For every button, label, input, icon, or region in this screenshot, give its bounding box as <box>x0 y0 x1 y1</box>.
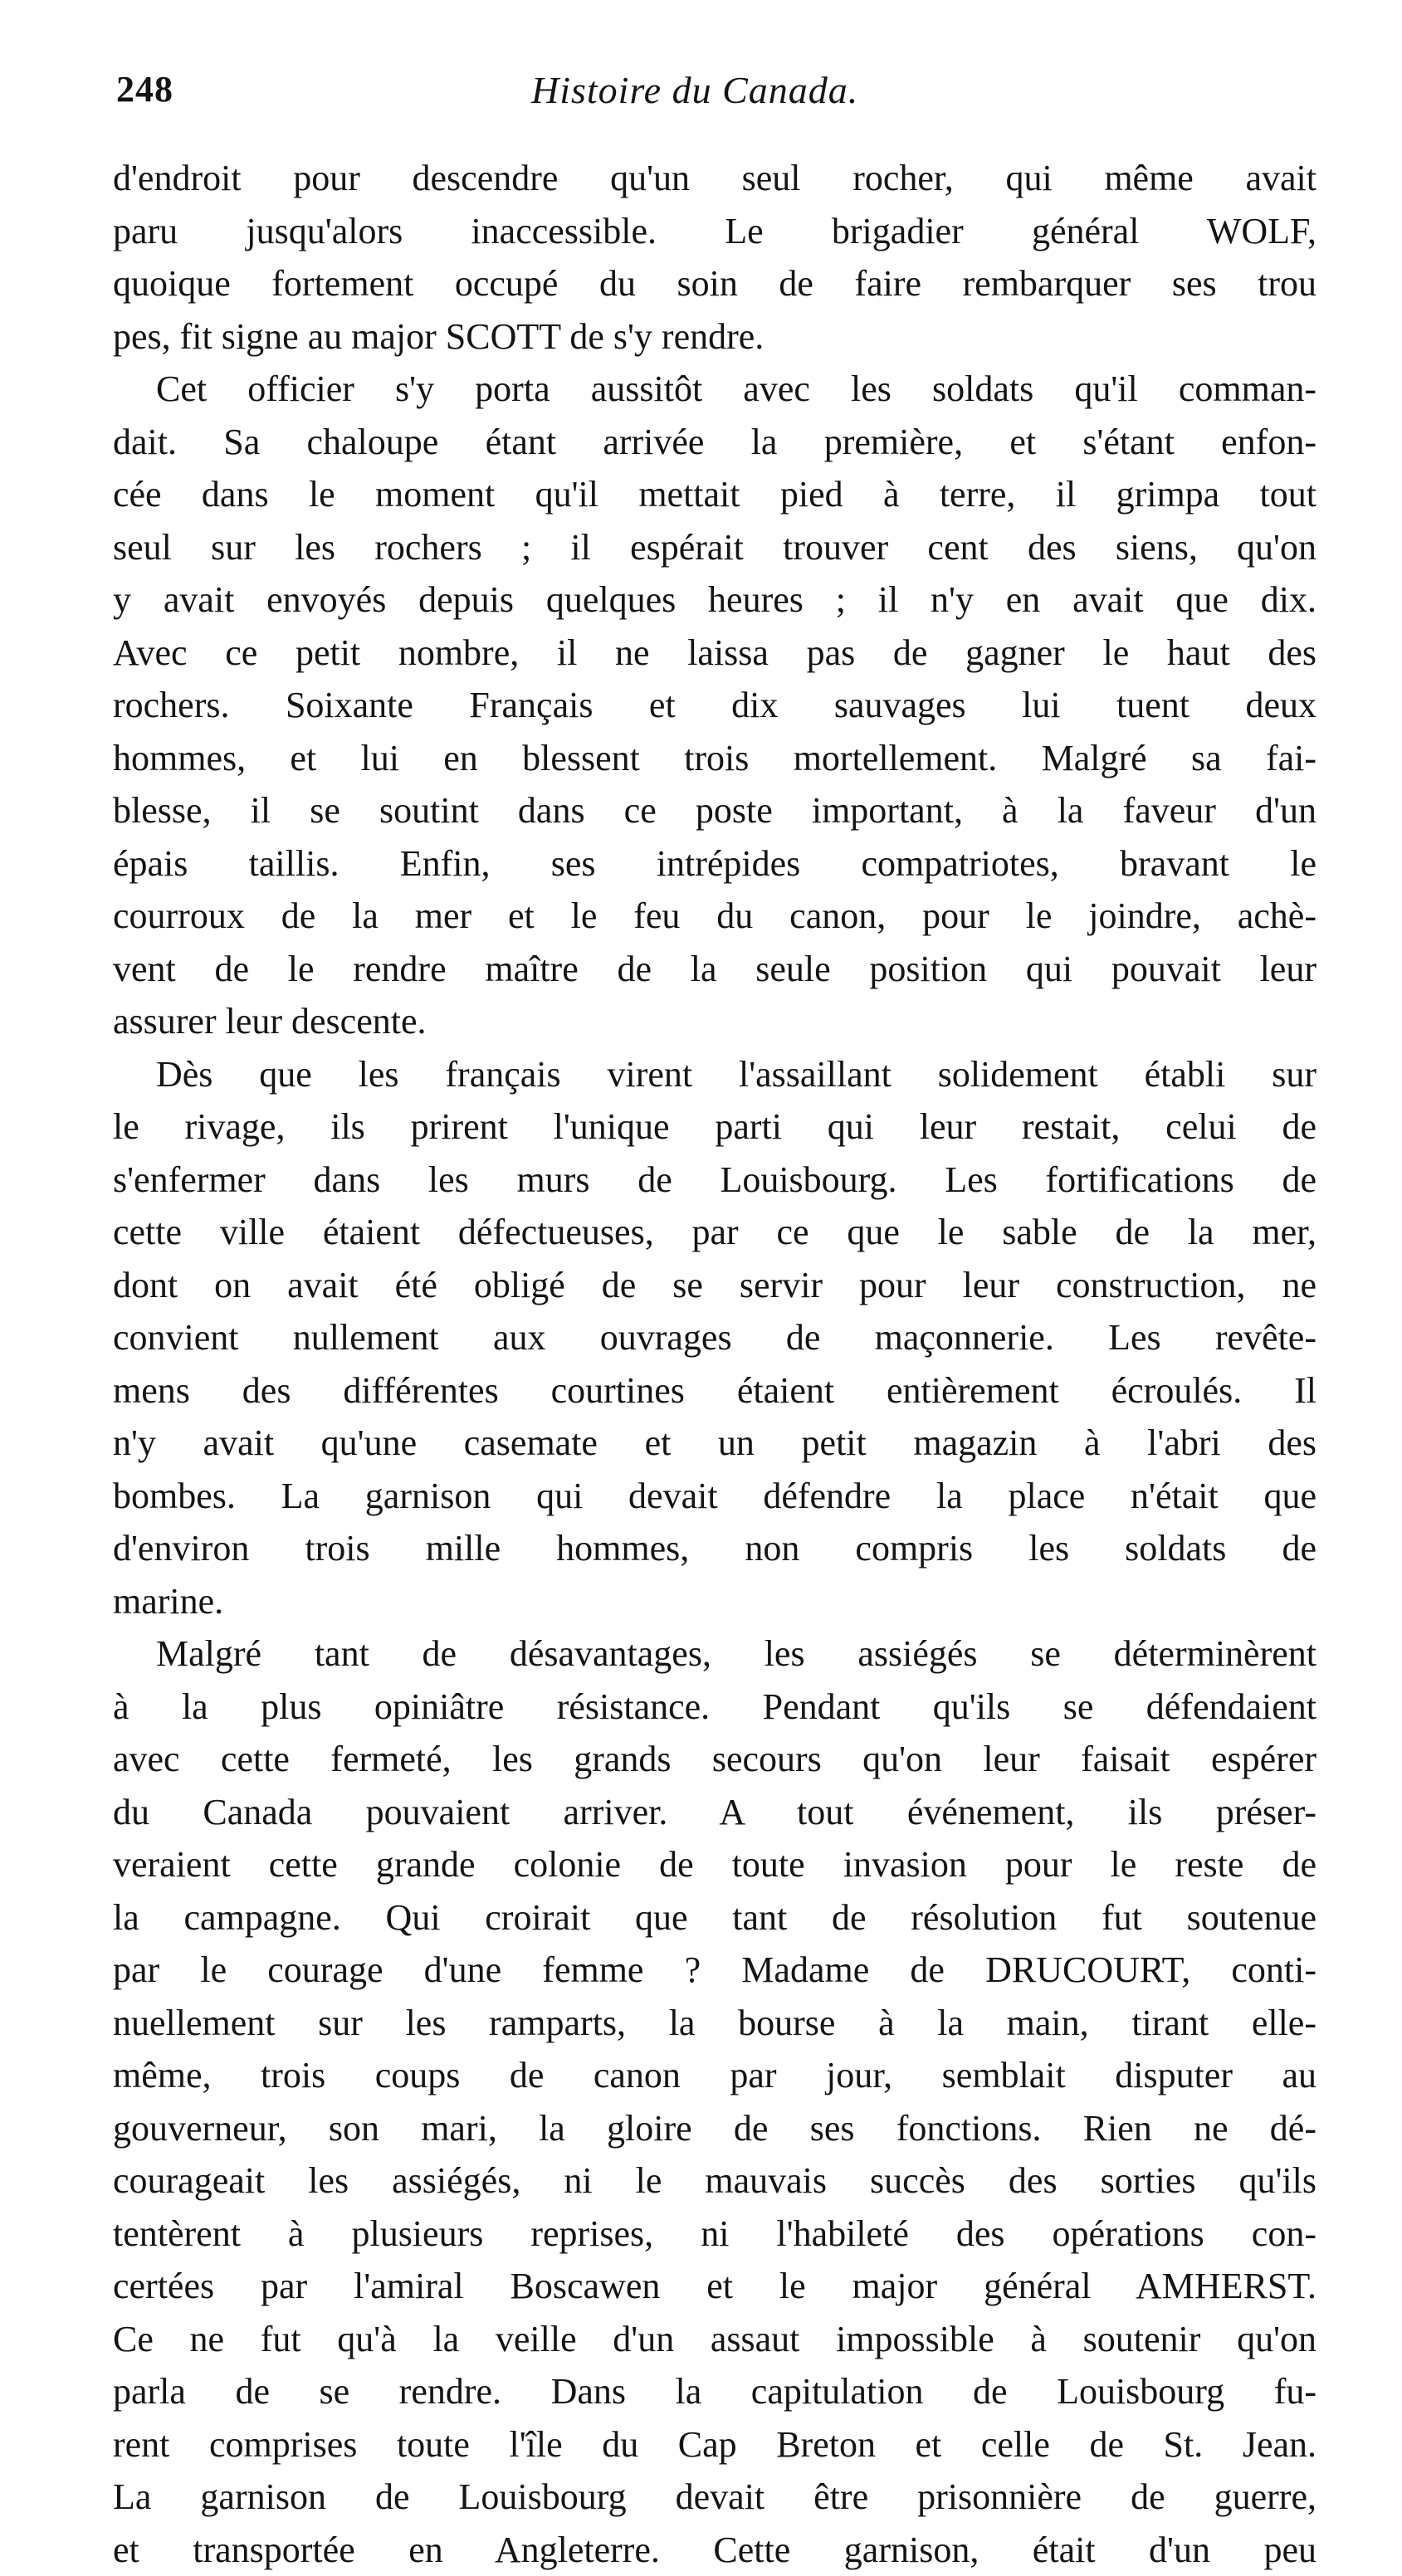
text-line: même, trois coups de canon par jour, semblait disputer au <box>113 2049 1317 2102</box>
text-line: cée dans le moment qu'il mettait pied à terre, il grimpa tout <box>113 468 1317 521</box>
text-line: Avec ce petit nombre, il ne laissa pas de gagner le haut des <box>113 627 1317 680</box>
text-line: pes, fit signe au major SCOTT de s'y rendre. <box>113 310 1317 363</box>
running-title: Histoire du Canada. <box>531 68 1112 112</box>
page-number: 248 <box>116 68 173 110</box>
text-line: d'endroit pour descendre qu'un seul rocher, qui même avait <box>113 152 1317 205</box>
text-line: courageait les assiégés, ni le mauvais succès des sorties qu'ils <box>113 2154 1317 2208</box>
text-line: Cet officier s'y porta aussitôt avec les soldats qu'il comman- <box>113 363 1317 416</box>
text-line: nuellement sur les ramparts, la bourse à la main, tirant elle- <box>113 1997 1317 2050</box>
running-head <box>116 68 1312 118</box>
text-line: avec cette fermeté, les grands secours qu'on leur faisait espérer <box>113 1733 1317 1786</box>
text-line: du Canada pouvaient arriver. A tout événement, ils préser- <box>113 1786 1317 1839</box>
text-line: par le courage d'une femme ? Madame de DRUCOURT, conti- <box>113 1944 1317 1997</box>
text-line: vent de le rendre maître de la seule position qui pouvait leur <box>113 943 1317 996</box>
text-line: Malgré tant de désavantages, les assiégés se déterminèrent <box>113 1627 1317 1681</box>
text-line: blesse, il se soutint dans ce poste important, à la faveur d'un <box>113 784 1317 837</box>
text-line: courroux de la mer et le feu du canon, pour le joindre, achè- <box>113 890 1317 943</box>
text-line: cette ville étaient défectueuses, par ce que le sable de la mer, <box>113 1206 1317 1259</box>
text-line: seul sur les rochers ; il espérait trouver cent des siens, qu'on <box>113 521 1317 574</box>
text-line: gouverneur, son mari, la gloire de ses fonctions. Rien ne dé- <box>113 2102 1317 2155</box>
text-line: quoique fortement occupé du soin de faire rembarquer ses trou <box>113 257 1317 310</box>
text-line: veraient cette grande colonie de toute invasion pour le reste de <box>113 1838 1317 1891</box>
text-line: dont on avait été obligé de se servir pour leur construction, ne <box>113 1259 1317 1312</box>
body-text <box>113 152 1317 2576</box>
text-line: s'enfermer dans les murs de Louisbourg. Les fortifications de <box>113 1154 1317 1207</box>
text-line: bombes. La garnison qui devait défendre la place n'était que <box>113 1470 1317 1523</box>
text-line: paru jusqu'alors inaccessible. Le brigadier général WOLF, <box>113 205 1317 258</box>
text-line: rent comprises toute l'île du Cap Breton et celle de St. Jean. <box>113 2418 1317 2471</box>
text-line: hommes, et lui en blessent trois mortellement. Malgré sa fai- <box>113 732 1317 785</box>
text-line: à la plus opiniâtre résistance. Pendant qu'ils se défendaient <box>113 1681 1317 1734</box>
text-line: rochers. Soixante Français et dix sauvages lui tuent deux <box>113 679 1317 732</box>
text-line: assurer leur descente. <box>113 995 1317 1048</box>
text-line: tentèrent à plusieurs reprises, ni l'habileté des opérations con- <box>113 2208 1317 2261</box>
text-line: mens des différentes courtines étaient entièrement écroulés. Il <box>113 1364 1317 1417</box>
text-line: y avait envoyés depuis quelques heures ; il n'y en avait que dix. <box>113 573 1317 627</box>
text-line: dait. Sa chaloupe étant arrivée la première, et s'étant enfon- <box>113 416 1317 469</box>
text-line: La garnison de Louisbourg devait être prisonnière de guerre, <box>113 2471 1317 2524</box>
text-line: Ce ne fut qu'à la veille d'un assaut impossible à soutenir qu'on <box>113 2313 1317 2366</box>
text-line: et transportée en Angleterre. Cette garnison, était d'un peu <box>113 2524 1317 2576</box>
text-line: certées par l'amiral Boscawen et le major général AMHERST. <box>113 2260 1317 2313</box>
text-line: convient nullement aux ouvrages de maçonnerie. Les revête- <box>113 1311 1317 1364</box>
text-line: marine. <box>113 1575 1317 1628</box>
text-line: d'environ trois mille hommes, non compris les soldats de <box>113 1522 1317 1575</box>
text-line: n'y avait qu'une casemate et un petit magazin à l'abri des <box>113 1417 1317 1470</box>
text-line: le rivage, ils prirent l'unique parti qui leur restait, celui de <box>113 1100 1317 1154</box>
text-line: Dès que les français virent l'assaillant solidement établi sur <box>113 1048 1317 1101</box>
text-line: épais taillis. Enfin, ses intrépides compatriotes, bravant le <box>113 837 1317 890</box>
text-line: la campagne. Qui croirait que tant de résolution fut soutenue <box>113 1891 1317 1944</box>
text-line: parla de se rendre. Dans la capitulation de Louisbourg fu- <box>113 2365 1317 2418</box>
